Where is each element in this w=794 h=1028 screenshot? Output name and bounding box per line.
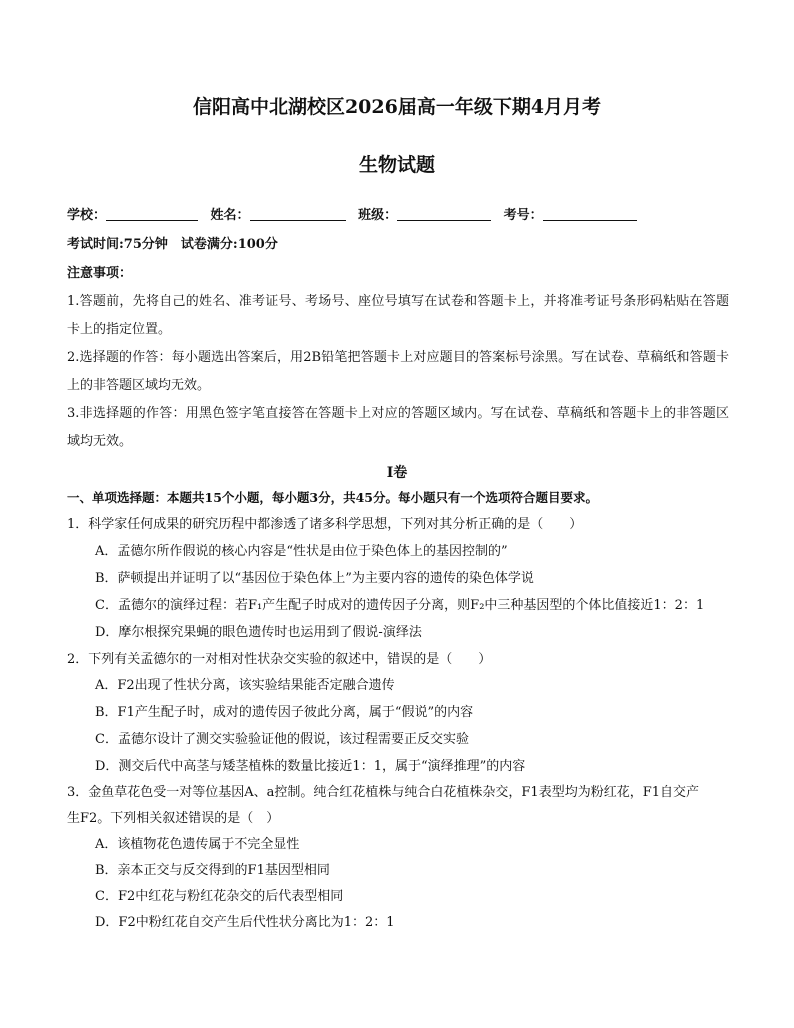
question-stem: 3．金鱼草花色受一对等位基因A、a控制。纯合红花植株与纯合白花植株杂交，F1表型均为粉红花，F1自交产 — [67, 785, 699, 800]
question-option: C．F2中红花与粉红花杂交的后代表型相同 — [95, 889, 344, 904]
number-label: 考号： — [503, 208, 543, 223]
question-option: C．孟德尔的演绎过程：若F₁产生配子时成对的遗传因子分离，则F₂中三种基因型的个体比值接近1：2：1 — [95, 598, 705, 613]
exam-subtitle: 生物试题 — [358, 154, 435, 176]
question-stem: 2．下列有关孟德尔的一对相对性状杂交实验的叙述中，错误的是（ ） — [67, 652, 492, 667]
question-option: A．孟德尔所作假说的核心内容是“性状是由位于染色体上的基因控制的” — [95, 544, 508, 559]
school-field[interactable] — [106, 206, 198, 221]
school-label: 学校： — [67, 208, 107, 223]
question-option: C．孟德尔设计了测交实验验证他的假说，该过程需要正反交实验 — [95, 732, 469, 747]
class-field[interactable] — [397, 206, 491, 221]
notice-item: 3.非选择题的作答：用黑色签字笔直接答在答题卡上对应的答题区域内。写在试卷、草稿纸和答题卡上的非答题区域均无效。 — [67, 406, 729, 449]
question-stem-continued: 生F2。下列相关叙述错误的是（ ） — [67, 811, 280, 826]
question-option: A．F2出现了性状分离，该实验结果能否定融合遗传 — [95, 678, 395, 693]
name-label: 姓名： — [210, 208, 250, 223]
name-field[interactable] — [250, 206, 346, 221]
question-option: D．F2中粉红花自交产生后代性状分离比为1：2：1 — [95, 915, 395, 930]
notice-item: 2.选择题的作答：每小题选出答案后，用2B铅笔把答题卡上对应题目的答案标号涂黑。写在试卷、草稿纸和答题卡上的非答题区域均无效。 — [67, 350, 729, 393]
exam-time: 考试时间:75分钟 试卷满分:100分 — [67, 237, 278, 252]
question-option: A．该植物花色遗传属于不完全显性 — [95, 837, 300, 852]
question-option: D．测交后代中高茎与矮茎植株的数量比接近1：1，属于“演绎推理”的内容 — [95, 759, 526, 774]
question-option: B．亲本正交与反交得到的F1基因型相同 — [95, 863, 330, 878]
student-info-row — [67, 206, 645, 225]
section-label: I卷 — [386, 465, 408, 481]
question-option: D．摩尔根探究果蝇的眼色遗传时也运用到了假说-演绎法 — [95, 625, 422, 640]
question-option: B．F1产生配子时，成对的遗传因子彼此分离，属于“假说”的内容 — [95, 705, 474, 720]
notice-item: 1.答题前，先将自己的姓名、准考证号、考场号、座位号填写在试卷和答题卡上，并将准考证号条形码粘贴在答题卡上的指定位置。 — [67, 294, 729, 337]
question-stem: 1．科学家任何成果的研究历程中都渗透了诸多科学思想，下列对其分析正确的是（ ） — [67, 517, 583, 532]
exam-title: 信阳高中北湖校区2026届高一年级下期4月月考 — [192, 96, 602, 118]
section-heading: 一、单项选择题：本题共15个小题，每小题3分，共45分。每小题只有一个选项符合题目要求。 — [67, 490, 598, 505]
number-field[interactable] — [543, 206, 637, 221]
question-option: B．萨顿提出并证明了以“基因位于染色体上”为主要内容的遗传的染色体学说 — [95, 571, 534, 586]
class-label: 班级： — [358, 208, 398, 223]
notice-heading: 注意事项： — [67, 266, 133, 281]
